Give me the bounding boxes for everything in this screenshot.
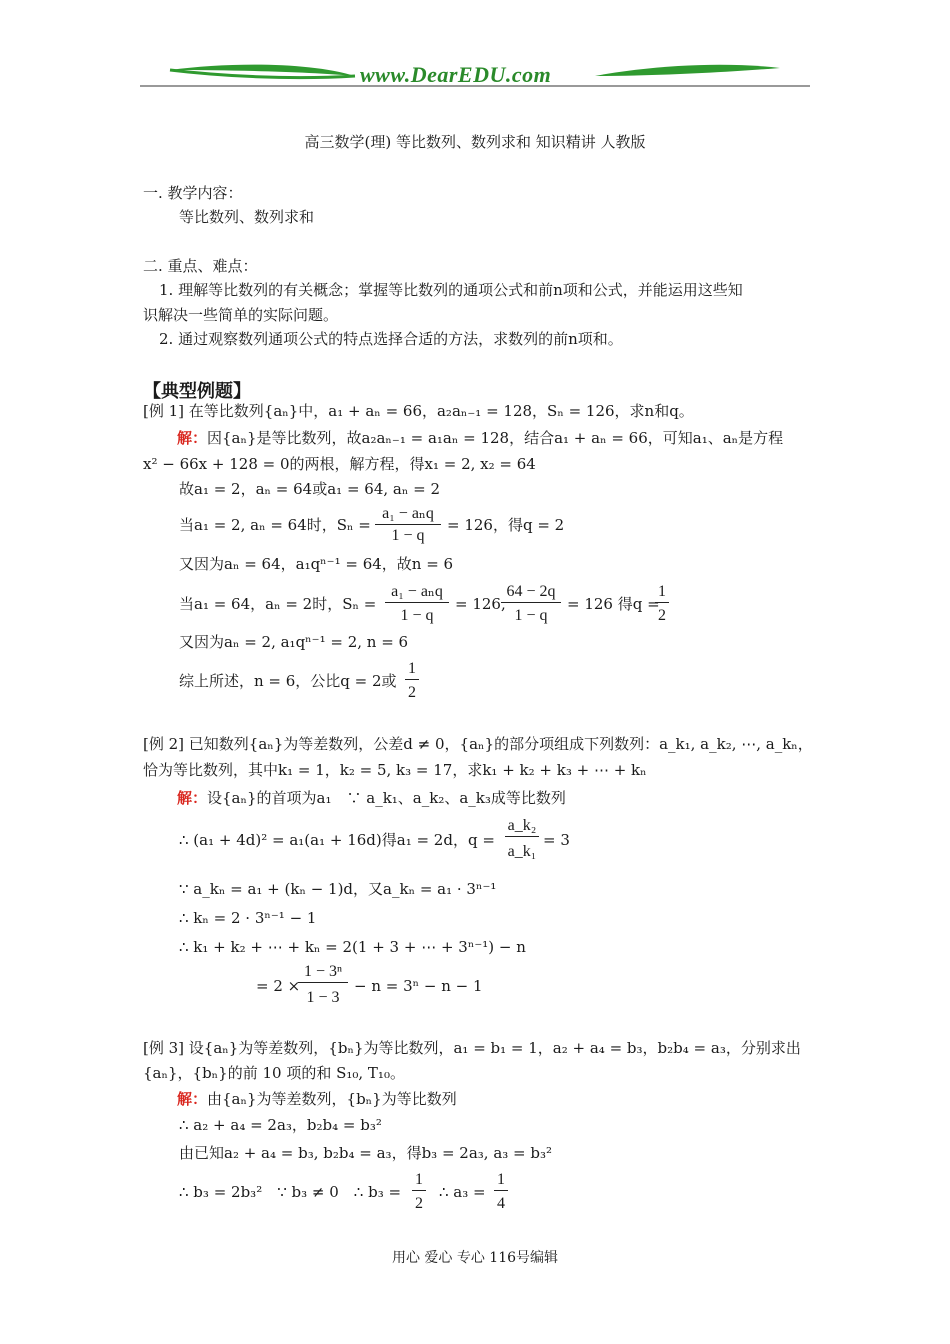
example1-s1-line bbox=[177, 428, 783, 448]
example1-s4a: 当a₁ = 2, aₙ = 64时，Sₙ = bbox=[179, 516, 371, 534]
point1-line2: 识解决一些简单的实际问题。 bbox=[143, 306, 339, 324]
example3-s4b: ∴ a₃ = bbox=[439, 1183, 486, 1201]
example1-s2: x² − 66x + 128 = 0的两根，解方程，得x₁ = 2, x₂ = 64 bbox=[143, 455, 536, 473]
fraction-denominator: 2 bbox=[408, 684, 416, 701]
fraction-numerator: a_k₂ bbox=[505, 816, 539, 837]
fraction-numerator: 1 bbox=[655, 582, 669, 603]
example1-s5: 又因为aₙ = 64，a₁qⁿ⁻¹ = 64，故n = 6 bbox=[179, 555, 454, 573]
example1-problem: [例 1] 在等比数列{aₙ}中，a₁ + aₙ = 66，a₂aₙ₋₁ = 128，Sₙ = 126，求n和q。 bbox=[143, 402, 694, 420]
example2-s1: 设{aₙ}的首项为a₁ ∵ a_k₁、a_k₂、a_k₃成等比数列 bbox=[207, 789, 566, 807]
fraction-denominator: 2 bbox=[415, 1195, 423, 1212]
point2: 2. 通过观察数列通项公式的特点选择合适的方法，求数列的前n项和。 bbox=[159, 330, 623, 348]
example3-p1: [例 3] 设{aₙ}为等差数列，{bₙ}为等比数列，a₁ = b₁ = 1，a₂ + a₄ = b₃，b₂b₄ = a₃，分别求出 bbox=[143, 1039, 801, 1057]
page-title: 高三数学(理) 等比数列、数列求和 知识精讲 人教版 bbox=[304, 133, 646, 151]
solution-label: 解： bbox=[177, 789, 208, 807]
example3-s2: ∴ a₂ + a₄ = 2a₃，b₂b₄ = b₃² bbox=[179, 1116, 382, 1134]
example1-s7: 又因为aₙ = 2, a₁qⁿ⁻¹ = 2, n = 6 bbox=[179, 633, 409, 651]
fraction-denominator: 4 bbox=[497, 1195, 505, 1212]
logo-text: www.DearEDU.com bbox=[360, 62, 552, 87]
fraction-denominator: 1 − q bbox=[514, 607, 548, 624]
example3-s4a: ∴ b₃ = 2b₃² ∵ b₃ ≠ 0 ∴ b₃ = bbox=[179, 1183, 402, 1201]
fraction-numerator: 1 bbox=[405, 659, 419, 680]
fraction-numerator: 1 bbox=[494, 1170, 508, 1191]
section2-heading: 二. 重点、难点： bbox=[143, 257, 258, 275]
page-footer: 用心 爱心 专心 116号编辑 bbox=[391, 1250, 559, 1266]
example3-p2: {aₙ}，{bₙ}的前 10 项的和 S₁₀, T₁₀。 bbox=[143, 1064, 405, 1082]
example1-s4b: = 126，得q = 2 bbox=[447, 516, 565, 534]
fraction-denominator: 1 − q bbox=[400, 607, 434, 624]
fraction-denominator: 1 − q bbox=[391, 527, 425, 544]
examples-heading: 【典型例题】 bbox=[143, 381, 251, 402]
example1-s3: 故a₁ = 2，aₙ = 64或a₁ = 64, aₙ = 2 bbox=[179, 480, 440, 498]
example2-s4: ∴ kₙ = 2 · 3ⁿ⁻¹ − 1 bbox=[179, 909, 317, 927]
point1-line1: 1. 理解等比数列的有关概念；掌握等比数列的通项公式和前n项和公式，并能运用这些知 bbox=[159, 281, 743, 299]
example3-s1: 由{aₙ}为等差数列，{bₙ}为等比数列 bbox=[207, 1090, 457, 1108]
example2-s2a: ∴ (a₁ + 4d)² = a₁(a₁ + 16d)得a₁ = 2d，q = bbox=[179, 831, 495, 849]
section1-heading: 一. 教学内容： bbox=[143, 184, 243, 202]
fraction-numerator: a₁ − aₙq bbox=[385, 582, 449, 603]
example2-p2: 恰为等比数列，其中k₁ = 1，k₂ = 5, k₃ = 17，求k₁ + k₂ + k₃ + ⋯ + kₙ bbox=[143, 761, 647, 779]
section1-content: 等比数列、数列求和 bbox=[179, 208, 315, 226]
example3-s1-line bbox=[177, 1089, 457, 1109]
example2-s2b: = 3 bbox=[543, 831, 570, 849]
fraction-denominator: 2 bbox=[658, 607, 666, 624]
fraction-numerator: 64 − 2q bbox=[501, 582, 561, 603]
example2-s1-line bbox=[177, 788, 566, 808]
fraction-denominator: a_k₁ bbox=[507, 843, 537, 860]
example2-s6a: = 2 × bbox=[256, 977, 301, 995]
example1-s6b: = 126, bbox=[455, 595, 506, 613]
example3-s3: 由已知a₂ + a₄ = b₃, b₂b₄ = a₃，得b₃ = 2a₃, a₃ = b₃² bbox=[179, 1144, 553, 1162]
example2-s5: ∴ k₁ + k₂ + ⋯ + kₙ = 2(1 + 3 + ⋯ + 3ⁿ⁻¹) − n bbox=[179, 938, 526, 956]
solution-label: 解： bbox=[177, 1090, 208, 1108]
solution-label: 解： bbox=[177, 429, 208, 447]
example1-s8a: 综上所述，n = 6，公比q = 2或 bbox=[179, 672, 397, 690]
fraction-numerator: 1 − 3ⁿ bbox=[298, 962, 348, 983]
example1-s6a: 当a₁ = 64，aₙ = 2时，Sₙ = bbox=[179, 595, 377, 613]
example2-p1: [例 2] 已知数列{aₙ}为等差数列，公差d ≠ 0，{aₙ}的部分项组成下列数列：a_k₁, a_k₂, ⋯, a_kₙ， bbox=[143, 735, 813, 753]
fraction-numerator: a₁ − aₙq bbox=[375, 504, 441, 525]
header-logo bbox=[140, 56, 810, 90]
fraction-numerator: 1 bbox=[412, 1170, 426, 1191]
example2-s6b: − n = 3ⁿ − n − 1 bbox=[354, 977, 483, 995]
fraction-denominator: 1 − 3 bbox=[306, 989, 340, 1006]
example1-s6c: = 126 得q = bbox=[567, 595, 660, 613]
example1-s1: 因{aₙ}是等比数列，故a₂aₙ₋₁ = a₁aₙ = 128，结合a₁ + aₙ = 66，可知a₁、aₙ是方程 bbox=[207, 429, 784, 447]
example2-s3: ∵ a_kₙ = a₁ + (kₙ − 1)d，又a_kₙ = a₁ · 3ⁿ⁻¹ bbox=[179, 880, 497, 898]
